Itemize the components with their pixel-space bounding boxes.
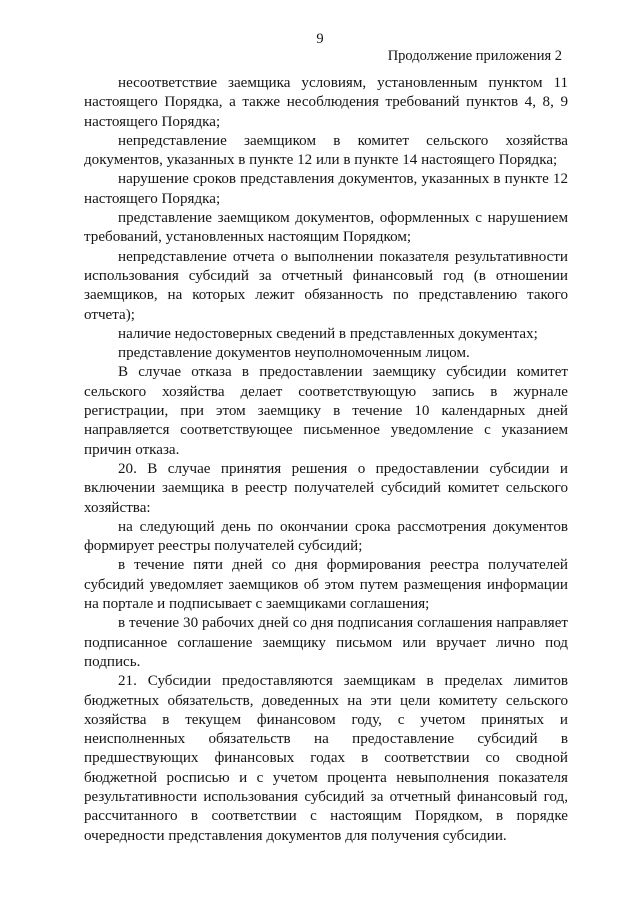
paragraph: несоответствие заемщика условиям, установленным пунктом 11 настоящего Порядка, а также несоблюдения требований пунктов 4, 8, 9 настоящего Порядка; xyxy=(84,75,568,130)
paragraph: представление документов неуполномоченным лицом. xyxy=(118,345,470,362)
paragraph: нарушение сроков представления документов, указанных в пункте 12 настоящего Порядка; xyxy=(84,171,568,207)
paragraph: в течение 30 рабочих дней со дня подписания соглашения направляет подписанное соглашение заемщику письмом или вручает лично под подпись. xyxy=(84,615,568,670)
paragraph: В случае отказа в предоставлении заемщику субсидии комитет сельского хозяйства делает соответствующую запись в журнале регистрации, при этом заемщику в течение 10 календарных дней направляется соответствующее письменное уведомление с указанием причин отказа. xyxy=(84,364,568,458)
page-number: 9 xyxy=(316,31,324,47)
paragraph: 20. В случае принятия решения о предоставлении субсидии и включении заемщика в реестр получателей субсидий комитет сельского хозяйства: xyxy=(84,460,568,516)
paragraph: 21. Субсидии предоставляются заемщикам в пределах лимитов бюджетных обязательств, доведенных на эти цели комитету сельского хозяйства в текущем финансовом году, с учетом принятых и неисполненных обязательств на предоставление субсидий в предшествующих финансовых годах в соответствии со сводной бюджетной росписью и с учетом процента невыполнения показателя результативности использования субсидий за отчетный финансовый год, рассчитанного в соответствии с настоящим Порядком, в порядке очередности представления документов для получения субсидии. xyxy=(84,673,568,844)
document-body xyxy=(84,74,568,846)
paragraph: на следующий день по окончании срока рассмотрения документов формирует реестры получателей субсидий; xyxy=(84,518,568,555)
paragraph: наличие недостоверных сведений в представленных документах; xyxy=(118,325,538,342)
paragraph: представление заемщиком документов, оформленных с нарушением требований, установленных настоящим Порядком; xyxy=(84,210,568,246)
paragraph: в течение пяти дней со дня формирования реестра получателей субсидий уведомляет заемщиков об этом путем размещения информации на портале и подписывает с заемщиками соглашения; xyxy=(84,557,568,613)
appendix-continuation-label: Продолжение приложения 2 xyxy=(387,48,562,64)
paragraph: непредставление заемщиком в комитет сельского хозяйства документов, указанных в пункте 12 или в пункте 14 настоящего Порядка; xyxy=(84,132,568,169)
paragraph: непредставление отчета о выполнении показателя результативности использования субсидий за отчетный финансовый год (в отношении заемщиков, на которых лежит обязанность по представлению такого отчета); xyxy=(84,248,568,323)
